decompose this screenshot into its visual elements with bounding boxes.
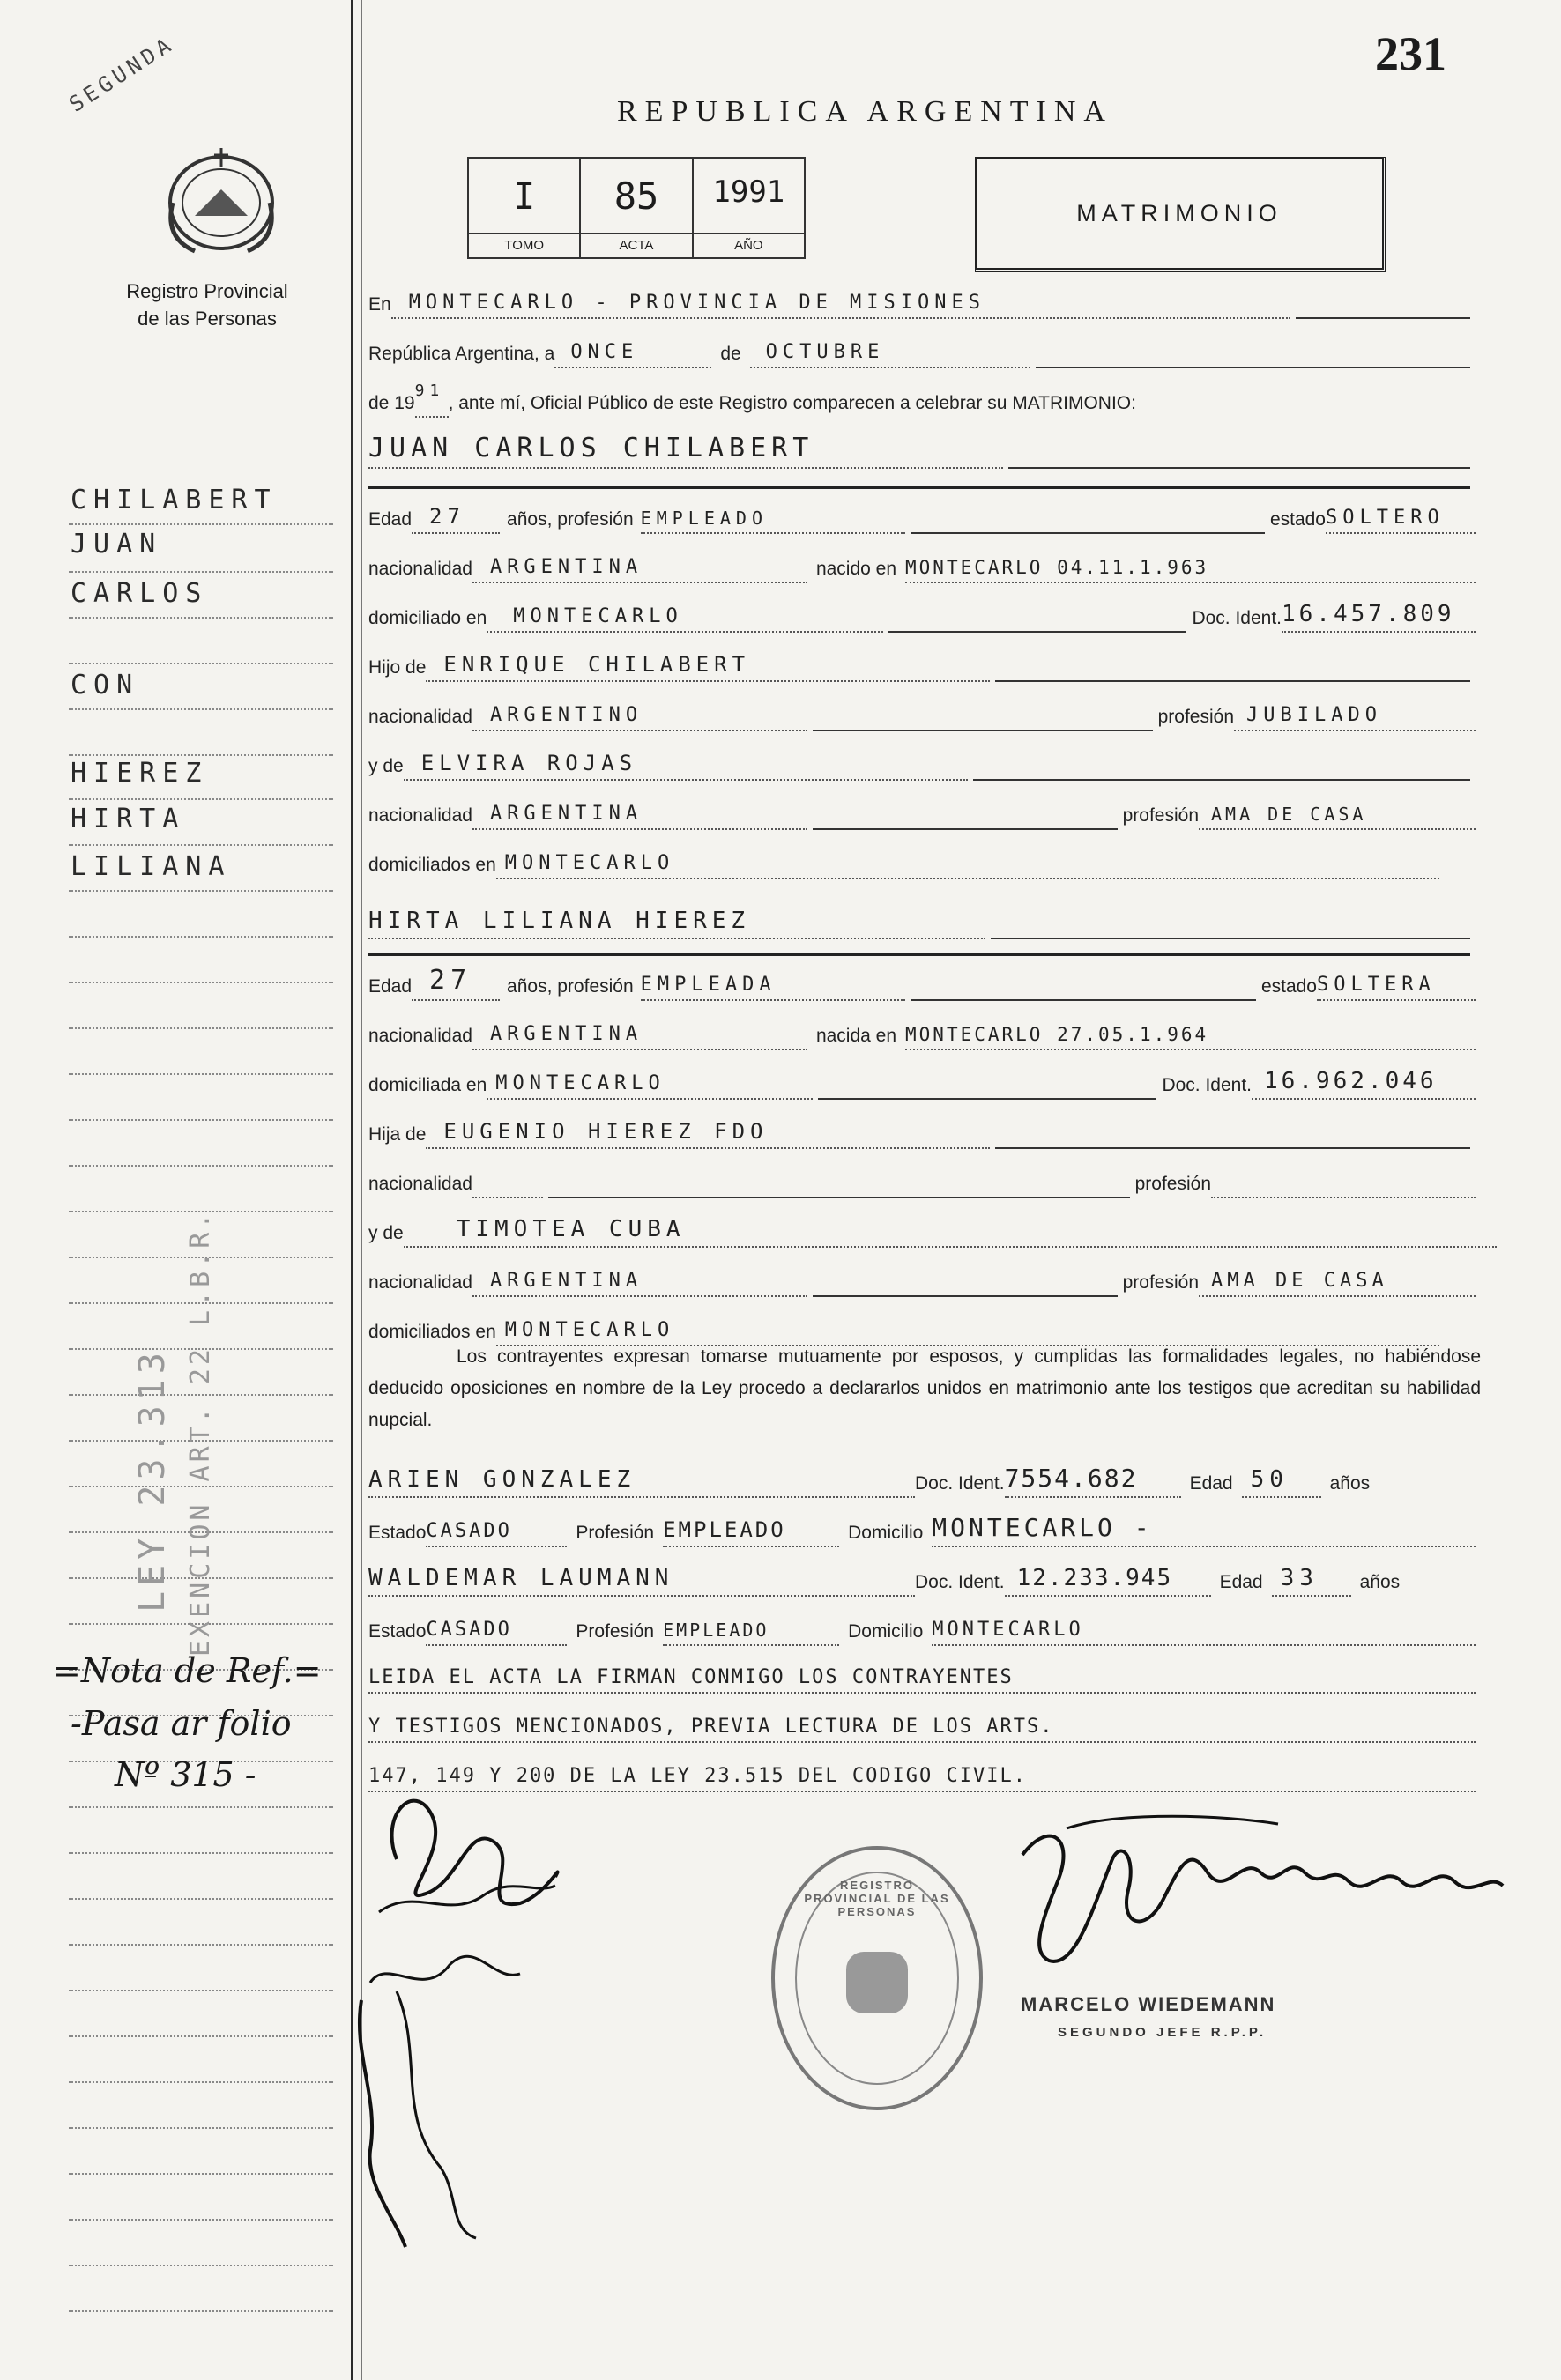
bride-address-row [368,1064,1476,1100]
bride-parents-address: MONTECARLO [496,1311,1439,1346]
corner-stamp: SEGUNDA [64,31,179,117]
margin-dotted-line [69,1073,333,1075]
margin-dotted-line [69,1990,333,1991]
doc-ident-label: Doc. Ident. [1162,1075,1252,1095]
seal-text: REGISTRO PROVINCIAL DE LAS PERSONAS [804,1879,950,1918]
nacionalidad-label: nacionalidad [368,1272,472,1293]
margin-dotted-line [69,936,333,938]
margin-note-line1: =Nota de Ref.= [53,1651,322,1690]
bride-name-row [368,904,1476,939]
anos-profesion-label: años, profesión [507,509,634,530]
groom-father-profession: JUBILADO [1234,696,1476,731]
closing-line-3-text: 147, 149 Y 200 DE LA LEY 23.515 DEL CODIGO CIVIL. [368,1757,1476,1792]
anio-cell [694,159,804,257]
year-prefix: de 19 [368,393,415,413]
acta-value: 85 [613,174,659,218]
bride-mother-nationality-row [368,1262,1476,1297]
nacionalidad-label: nacionalidad [368,1026,472,1046]
margin-dotted-line [69,982,333,983]
tomo-cell [469,159,581,257]
rule [991,918,1470,939]
margin-dotted-line [69,1806,333,1808]
groom-father-row [368,647,1476,682]
hija-label: Hija de [368,1124,427,1145]
witness2-status-row [368,1611,1476,1646]
acta-label: ACTA [581,233,691,257]
closing-line-1 [368,1658,1476,1694]
day-value: ONCE [554,333,711,368]
margin-dotted-line [69,1027,333,1029]
margin-dotted-line [69,2035,333,2037]
groom-age-row [368,499,1476,534]
country-heading: REPUBLICA ARGENTINA [617,95,1113,128]
bride-nationality: ARGENTINA [472,1015,807,1050]
bride-father-nationality [472,1163,543,1198]
domicilio-label: Domicilio [848,1523,924,1543]
registry-name-line2: de las Personas [138,308,277,330]
bride-full-name: HIRTA LILIANA HIEREZ [368,904,985,939]
nacida-label: nacida en [815,1026,897,1046]
anio-label: AÑO [694,233,804,257]
bride-address: MONTECARLO [487,1064,813,1100]
groom-doc: 16.457.809 [1282,597,1476,633]
place-value: MONTECARLO - PROVINCIA DE MISIONES [391,284,1290,319]
nacionalidad-label: nacionalidad [368,805,472,826]
margin-dotted-line [69,2219,333,2221]
bride-father-nationality-row [368,1163,1476,1198]
estado-label: Estado [368,1621,427,1642]
margin-dotted-line [69,2127,333,2129]
margin-dotted-line [69,708,333,710]
officer-name: MARCELO WIEDEMANN [1021,1993,1276,2015]
margin-dotted-line [69,571,333,573]
margin-bride-second: LILIANA [71,851,232,882]
margin-dotted-line [69,2081,333,2083]
witness1-status: CASADO [426,1512,567,1547]
witness1-doc: 7554.682 [1005,1463,1181,1498]
margin-dotted-line [69,523,333,525]
bride-father-profession [1211,1163,1476,1198]
nacido-label: nacido en [815,559,897,579]
groom-birth: MONTECARLO 04.11.1.963 [905,548,1476,583]
witness1-address: MONTECARLO - [932,1512,1476,1547]
registry-name-line1: Registro Provincial [126,280,288,302]
hijo-label: Hijo de [368,657,427,678]
margin-name-second: CARLOS [71,578,209,609]
margin-dotted-line [69,663,333,664]
vertical-stamp-line2: EXENCION ART. 22 L.B.R. [185,1209,216,1657]
margin-dotted-line [69,1944,333,1946]
rule [818,1079,1156,1100]
estado-label: Estado [368,1523,427,1543]
margin-dotted-line [69,798,333,800]
margin-con: CON [71,670,140,701]
doc-ident-label: Doc. Ident. [915,1473,1005,1494]
nacionalidad-label: nacionalidad [368,707,472,727]
doc-ident-label: Doc. Ident. [1192,608,1282,628]
nacionalidad-label: nacionalidad [368,559,472,579]
groom-father: ENRIQUE CHILABERT [426,647,990,682]
margin-dotted-line [69,2310,333,2312]
place-row [368,284,1476,319]
bride-age: 27 [412,966,500,1001]
margin-dotted-line [69,1165,333,1167]
profesion-label: profesión [1157,707,1234,727]
bride-nationality-row [368,1015,1476,1050]
groom-mother-row [368,745,1476,781]
margin-dotted-line [69,1852,333,1854]
republica-label: República Argentina, a [368,344,555,364]
profesion-label: profesión [1134,1174,1211,1194]
groom-mother-profession: AMA DE CASA [1199,795,1476,830]
margin-dotted-line [69,2173,333,2175]
acta-cell [581,159,693,257]
de-label: de [720,344,741,364]
groom-parents-address-row [368,844,1476,879]
groom-separator [368,486,1470,489]
groom-mother-nationality: ARGENTINA [472,795,807,830]
bride-mother: TIMOTEA CUBA [404,1212,1497,1248]
witness2-age: 33 [1272,1561,1351,1597]
date-row [368,333,1476,368]
y-de-label: y de [368,1223,404,1243]
groom-mother-nationality-row [368,795,1476,830]
bride-doc: 16.962.046 [1252,1064,1476,1100]
groom-nationality: ARGENTINA [472,548,807,583]
rule [911,980,1256,1001]
edad-label: Edad [1219,1572,1263,1592]
nacionalidad-label: nacionalidad [368,1174,472,1194]
tomo-value: I [513,174,536,218]
witness2-doc: 12.233.945 [1005,1561,1211,1597]
groom-name-row [368,434,1476,469]
bride-separator [368,953,1470,956]
witness1-status-row [368,1512,1476,1547]
en-label: En [368,294,391,315]
anos-label: años [1329,1473,1371,1494]
witness2-address: MONTECARLO [932,1611,1476,1646]
rule [1036,347,1470,368]
witness1-age: 50 [1242,1463,1321,1498]
margin-dotted-line [69,1119,333,1121]
estado-label: estado [1260,976,1317,997]
tomo-label: TOMO [469,233,579,257]
margin-dotted-line [69,844,333,846]
margin-dotted-line [69,617,333,619]
anos-profesion-label: años, profesión [507,976,634,997]
margin-dotted-line [69,1898,333,1900]
witness2-row [368,1561,1476,1597]
bride-profession: EMPLEADA [641,966,905,1001]
margin-note-line3: Nº 315 - [115,1755,256,1794]
margin-name-first: JUAN [71,529,163,560]
rule [1008,448,1470,469]
margin-bride-first: HIRTA [71,804,186,834]
registry-name [88,278,326,332]
witness2-profession: EMPLEADO [663,1611,839,1646]
witness1-row [368,1463,1476,1498]
bride-mother-row [368,1212,1476,1248]
groom-age: 27 [412,499,500,534]
estado-label: estado [1269,509,1326,530]
profesion-label: Profesión [576,1621,655,1642]
rule [1296,298,1470,319]
witness1-name: ARIEN GONZALEZ [368,1463,915,1498]
groom-parents-address: MONTECARLO [496,844,1439,879]
domiciliado-label: domiciliado en [368,608,487,628]
document-type-box: MATRIMONIO [975,157,1386,272]
groom-address-row [368,597,1476,633]
year-row [368,382,1476,418]
groom-civil-status: SOLTERO [1326,499,1476,534]
province-coat-of-arms-icon [155,141,287,264]
groom-nationality-row [368,548,1476,583]
rule [911,513,1265,534]
margin-dotted-line [69,754,333,756]
rule [973,760,1470,781]
rule [813,809,1118,830]
margin-bride-surname: HIEREZ [71,758,209,789]
rule [813,710,1153,731]
rule [995,661,1470,682]
declaration-paragraph: Los contrayentes expresan tomarse mutuamente por esposos, y cumplidas las formalidades legales, no habiéndose deducido oposiciones en nombre de la Ley procedo a declararlos unidos en matrimonio ante los testigos que acreditan su habilidad nupcial. [368,1346,1481,1430]
margin-name-surname: CHILABERT [71,485,278,515]
edad-label: Edad [368,976,413,997]
year-suffix: 91 [415,363,449,418]
groom-father-nationality-row [368,696,1476,731]
rule [813,1276,1118,1297]
anio-value: 1991 [712,174,785,210]
month-value: OCTUBRE [750,333,1030,368]
domicilio-label: Domicilio [848,1621,924,1642]
declaration-line: , ante mí, Oficial Público de este Registro comparecen a celebrar su MATRIMONIO: [448,393,1136,413]
profesion-label: profesión [1122,805,1199,826]
bride-age-row [368,966,1476,1001]
profesion-label: profesión [1122,1272,1199,1293]
doc-ident-label: Doc. Ident. [915,1572,1005,1592]
domiciliada-label: domiciliada en [368,1075,487,1095]
witness2-name: WALDEMAR LAUMANN [368,1561,915,1597]
witness2-status: CASADO [426,1611,567,1646]
register-box [467,157,806,259]
closing-line-2 [368,1708,1476,1743]
bride-father: EUGENIO HIEREZ FDO [426,1114,990,1149]
closing-line-1-text: LEIDA EL ACTA LA FIRMAN CONMIGO LOS CONTRAYENTES [368,1658,1476,1694]
rule [548,1177,1130,1198]
page-number: 231 [1375,27,1446,80]
y-de-label: y de [368,756,404,776]
bride-mother-profession: AMA DE CASA [1199,1262,1476,1297]
groom-mother: ELVIRA ROJAS [404,745,968,781]
rule [888,612,1186,633]
anos-label: años [1359,1572,1401,1592]
rule [995,1128,1470,1149]
margin-note-line2: -Pasa ar folio [71,1704,292,1743]
domiciliados-label: domiciliados en [368,1322,496,1342]
edad-label: Edad [368,509,413,530]
closing-line-2-text: Y TESTIGOS MENCIONADOS, PREVIA LECTURA DE LOS ARTS. [368,1708,1476,1743]
officer-signature-icon [1014,1802,1507,1978]
groom-profession: EMPLEADO [641,499,905,534]
groom-address: MONTECARLO [487,597,883,633]
contractors-signatures-icon [344,1762,599,2256]
margin-dotted-line [69,2265,333,2266]
witness1-profession: EMPLEADO [663,1512,839,1547]
profesion-label: Profesión [576,1523,655,1543]
bride-father-row [368,1114,1476,1149]
groom-father-nationality: ARGENTINO [472,696,807,731]
officer-title: SEGUNDO JEFE R.P.P. [1058,2025,1267,2040]
margin-dotted-line [69,890,333,892]
bride-birth: MONTECARLO 27.05.1.964 [905,1015,1476,1050]
bride-civil-status: SOLTERA [1317,966,1476,1001]
domiciliados-label: domiciliados en [368,855,496,875]
edad-label: Edad [1189,1473,1233,1494]
groom-full-name: JUAN CARLOS CHILABERT [368,434,1003,469]
vertical-stamp-line1: LEY 23.313 [132,1347,173,1613]
bride-mother-nationality: ARGENTINA [472,1262,807,1297]
